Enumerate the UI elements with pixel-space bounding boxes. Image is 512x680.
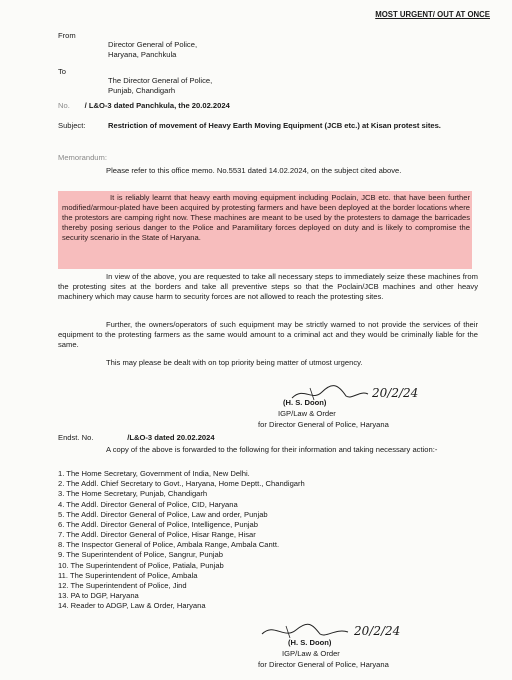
recipient-item: 5. The Addl. Director General of Police, Law and order, Punjab — [58, 509, 268, 519]
reference-no-rest: / L&O-3 dated Panchkula, the — [84, 101, 192, 110]
memo-paragraph-3: In view of the above, you are requested to take all necessary steps to immediately seize these machines from the protesting sites at the borders and take all preventive steps so that the Poclain/JCB machines and other heavy machinery which may cause harm to security forces are not allowed to reach the protesting sites. — [58, 272, 478, 302]
urgency-header: MOST URGENT/ OUT AT ONCE — [375, 10, 490, 19]
signature-1-for-line: for Director General of Police, Haryana — [258, 420, 389, 429]
recipient-item: 3. The Home Secretary, Punjab, Chandigarh — [58, 489, 208, 499]
from-address-line-2: Haryana, Panchkula — [108, 50, 177, 59]
signature-2-date: 20/2/24 — [354, 624, 401, 638]
from-label: From — [58, 31, 76, 40]
reference-no-handwritten — [70, 101, 85, 110]
subject-text: Restriction of movement of Heavy Earth Moving Equipment (JCB etc.) at Kisan protest sites. — [108, 121, 441, 130]
endorsement-no-label: Endst. No. — [58, 433, 94, 442]
memorandum-label: Memorandum: — [58, 153, 107, 162]
signature-2-designation: IGP/Law & Order — [282, 649, 340, 658]
memo-paragraph-4: Further, the owners/operators of such equipment may be strictly warned to not provide the services of their equipment to the protesting farmers as the same would amount to a criminal act and they would be criminally liable for the same. — [58, 320, 478, 350]
recipient-item: 11. The Superintendent of Police, Ambala — [58, 570, 198, 580]
signature-1-date: 20/2/24 — [372, 386, 419, 400]
signature-2-name: (H. S. Doon) — [288, 638, 332, 647]
recipient-item: 14. Reader to ADGP, Law & Order, Haryana — [58, 601, 206, 611]
recipient-list — [58, 469, 305, 611]
recipient-item: 6. The Addl. Director General of Police, Intelligence, Punjab — [58, 519, 258, 529]
subject-label: Subject: — [58, 121, 86, 130]
memo-paragraph-1: Please refer to this office memo. No.5531 dated 14.02.2024, on the subject cited above. — [106, 166, 402, 175]
recipient-item: 9. The Superintendent of Police, Sangrur, Punjab — [58, 550, 223, 560]
endorsement-no-rest: /L&O-3 dated 20.02.2024 — [127, 433, 215, 442]
recipient-item: 7. The Addl. Director General of Police, Hisar Range, Hisar — [58, 530, 256, 540]
endorsement-line — [58, 433, 215, 443]
to-address-line-1: The Director General of Police, — [108, 76, 213, 85]
reference-date: 20.02.2024 — [191, 101, 230, 110]
reference-no-label: No. — [58, 101, 70, 110]
to-label: To — [58, 67, 67, 76]
to-address-line-2: Punjab, Chandigarh — [108, 86, 176, 95]
recipient-item: 12. The Superintendent of Police, Jind — [58, 580, 187, 590]
signature-1-name: (H. S. Doon) — [283, 398, 327, 407]
recipient-item: 13. PA to DGP, Haryana — [58, 591, 139, 601]
reference-line — [58, 101, 230, 111]
signature-1-designation: IGP/Law & Order — [278, 409, 336, 418]
endorsement-no-handwritten — [93, 433, 127, 442]
recipient-item: 1. The Home Secretary, Government of India, New Delhi. — [58, 469, 250, 478]
recipient-item: 2. The Addl. Chief Secretary to Govt., Haryana, Home Deptt., Chandigarh — [58, 479, 305, 489]
memo-paragraph-highlighted: It is reliably learnt that heavy earth moving equipment including Poclain, JCB etc. that have been further modified/armour-plated have been acquired by protesting farmers and have been deployed at the border locations where the protestors are camping right now. These machines are meant to be used by the protesters to damage the barricades thereby posing serious danger to the Police and Paramilitary forces deployed on duty and is likely to compromise the security scenario in the State of Haryana. — [62, 193, 470, 243]
recipient-item: 10. The Superintendent of Police, Patiala, Punjab — [58, 560, 224, 570]
recipient-item: 8. The Inspector General of Police, Ambala Range, Ambala Cantt. — [58, 540, 280, 550]
endorsement-intro: A copy of the above is forwarded to the following for their information and taking necessary action:- — [106, 445, 438, 454]
signature-2-for-line: for Director General of Police, Haryana — [258, 660, 389, 669]
memo-paragraph-5: This may please be dealt with on top priority being matter of utmost urgency. — [106, 358, 363, 367]
recipient-item: 4. The Addl. Director General of Police, CID, Haryana — [58, 499, 238, 509]
from-address-line-1: Director General of Police, — [108, 40, 198, 49]
